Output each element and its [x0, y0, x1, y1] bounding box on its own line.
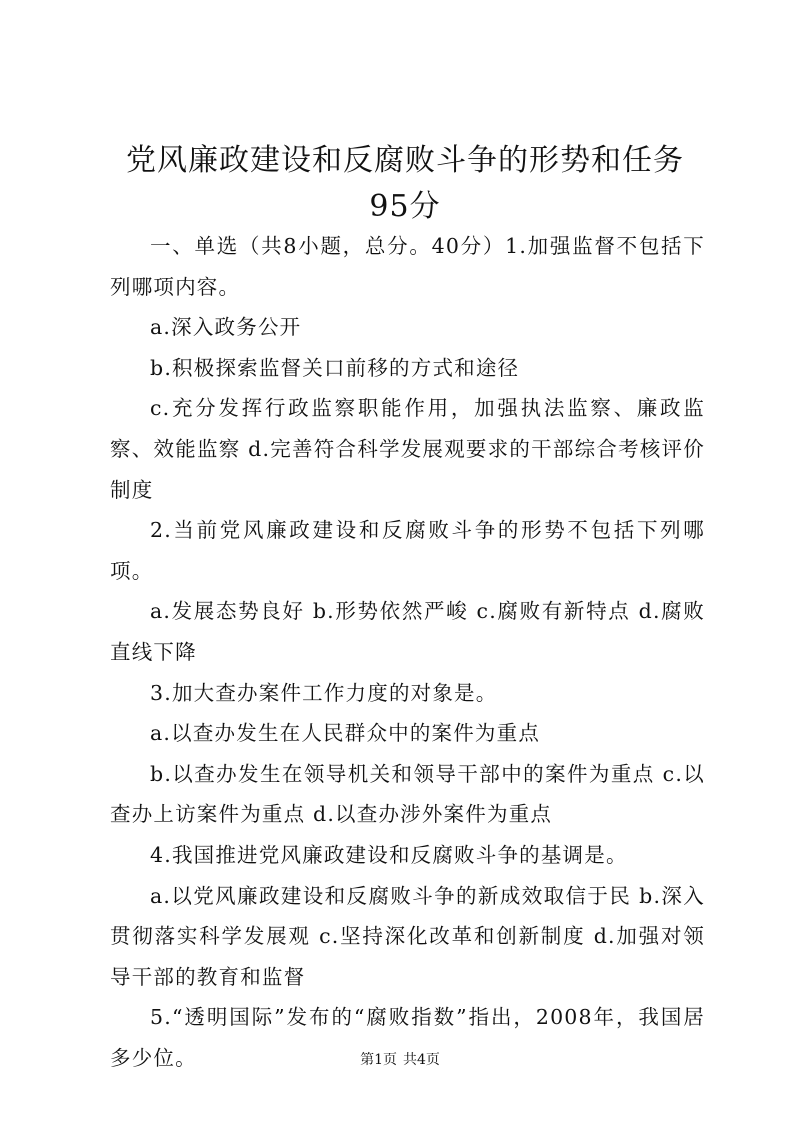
paragraph-6: a.发展态势良好 b.形势依然严峻 c.腐败有新特点 d.腐败直线下降 — [110, 599, 705, 664]
paragraph-4: c.充分发挥行政监察职能作用，加强执法监察、廉政监察、效能监察 d.完善符合科学发展观要求的干部综合考核评价制度 — [110, 396, 705, 502]
paragraph-12: 5.“透明国际”发布的“腐败指数”指出，2008年，我国居多少位。 — [110, 1005, 705, 1070]
paragraph-2: a.深入政务公开 — [150, 315, 302, 340]
paragraph-7: 3.加大查办案件工作力度的对象是。 — [150, 680, 498, 705]
page-footer — [0, 1050, 800, 1070]
page-total: 共4页 — [403, 1052, 440, 1068]
page-number: 第1页 — [360, 1052, 397, 1068]
paragraph-8: a.以查办发生在人民群众中的案件为重点 — [150, 721, 541, 746]
paragraph-3: b.积极探索监督关口前移的方式和途径 — [150, 355, 520, 380]
paragraph-11: a.以党风廉政建设和反腐败斗争的新成效取信于民 b.深入贯彻落实科学发展观 c.坚持深化改革和创新制度 d.加强对领导干部的教育和监督 — [110, 883, 705, 989]
paragraph-9: b.以查办发生在领导机关和领导干部中的案件为重点 c.以查办上访案件为重点 d.以查办涉外案件为重点 — [110, 761, 705, 827]
document-title: 党风廉政建设和反腐败斗争的形势和任务95分 — [126, 143, 684, 224]
paragraph-5: 2.当前党风廉政建设和反腐败斗争的形势不包括下列哪项。 — [110, 518, 705, 583]
document-body — [110, 226, 705, 1078]
paragraph-10: 4.我国推进党风廉政建设和反腐败斗争的基调是。 — [150, 842, 628, 867]
paragraph-1: 一、单选（共8小题，总分。40分）1.加强监督不包括下列哪项内容。 — [110, 234, 705, 299]
